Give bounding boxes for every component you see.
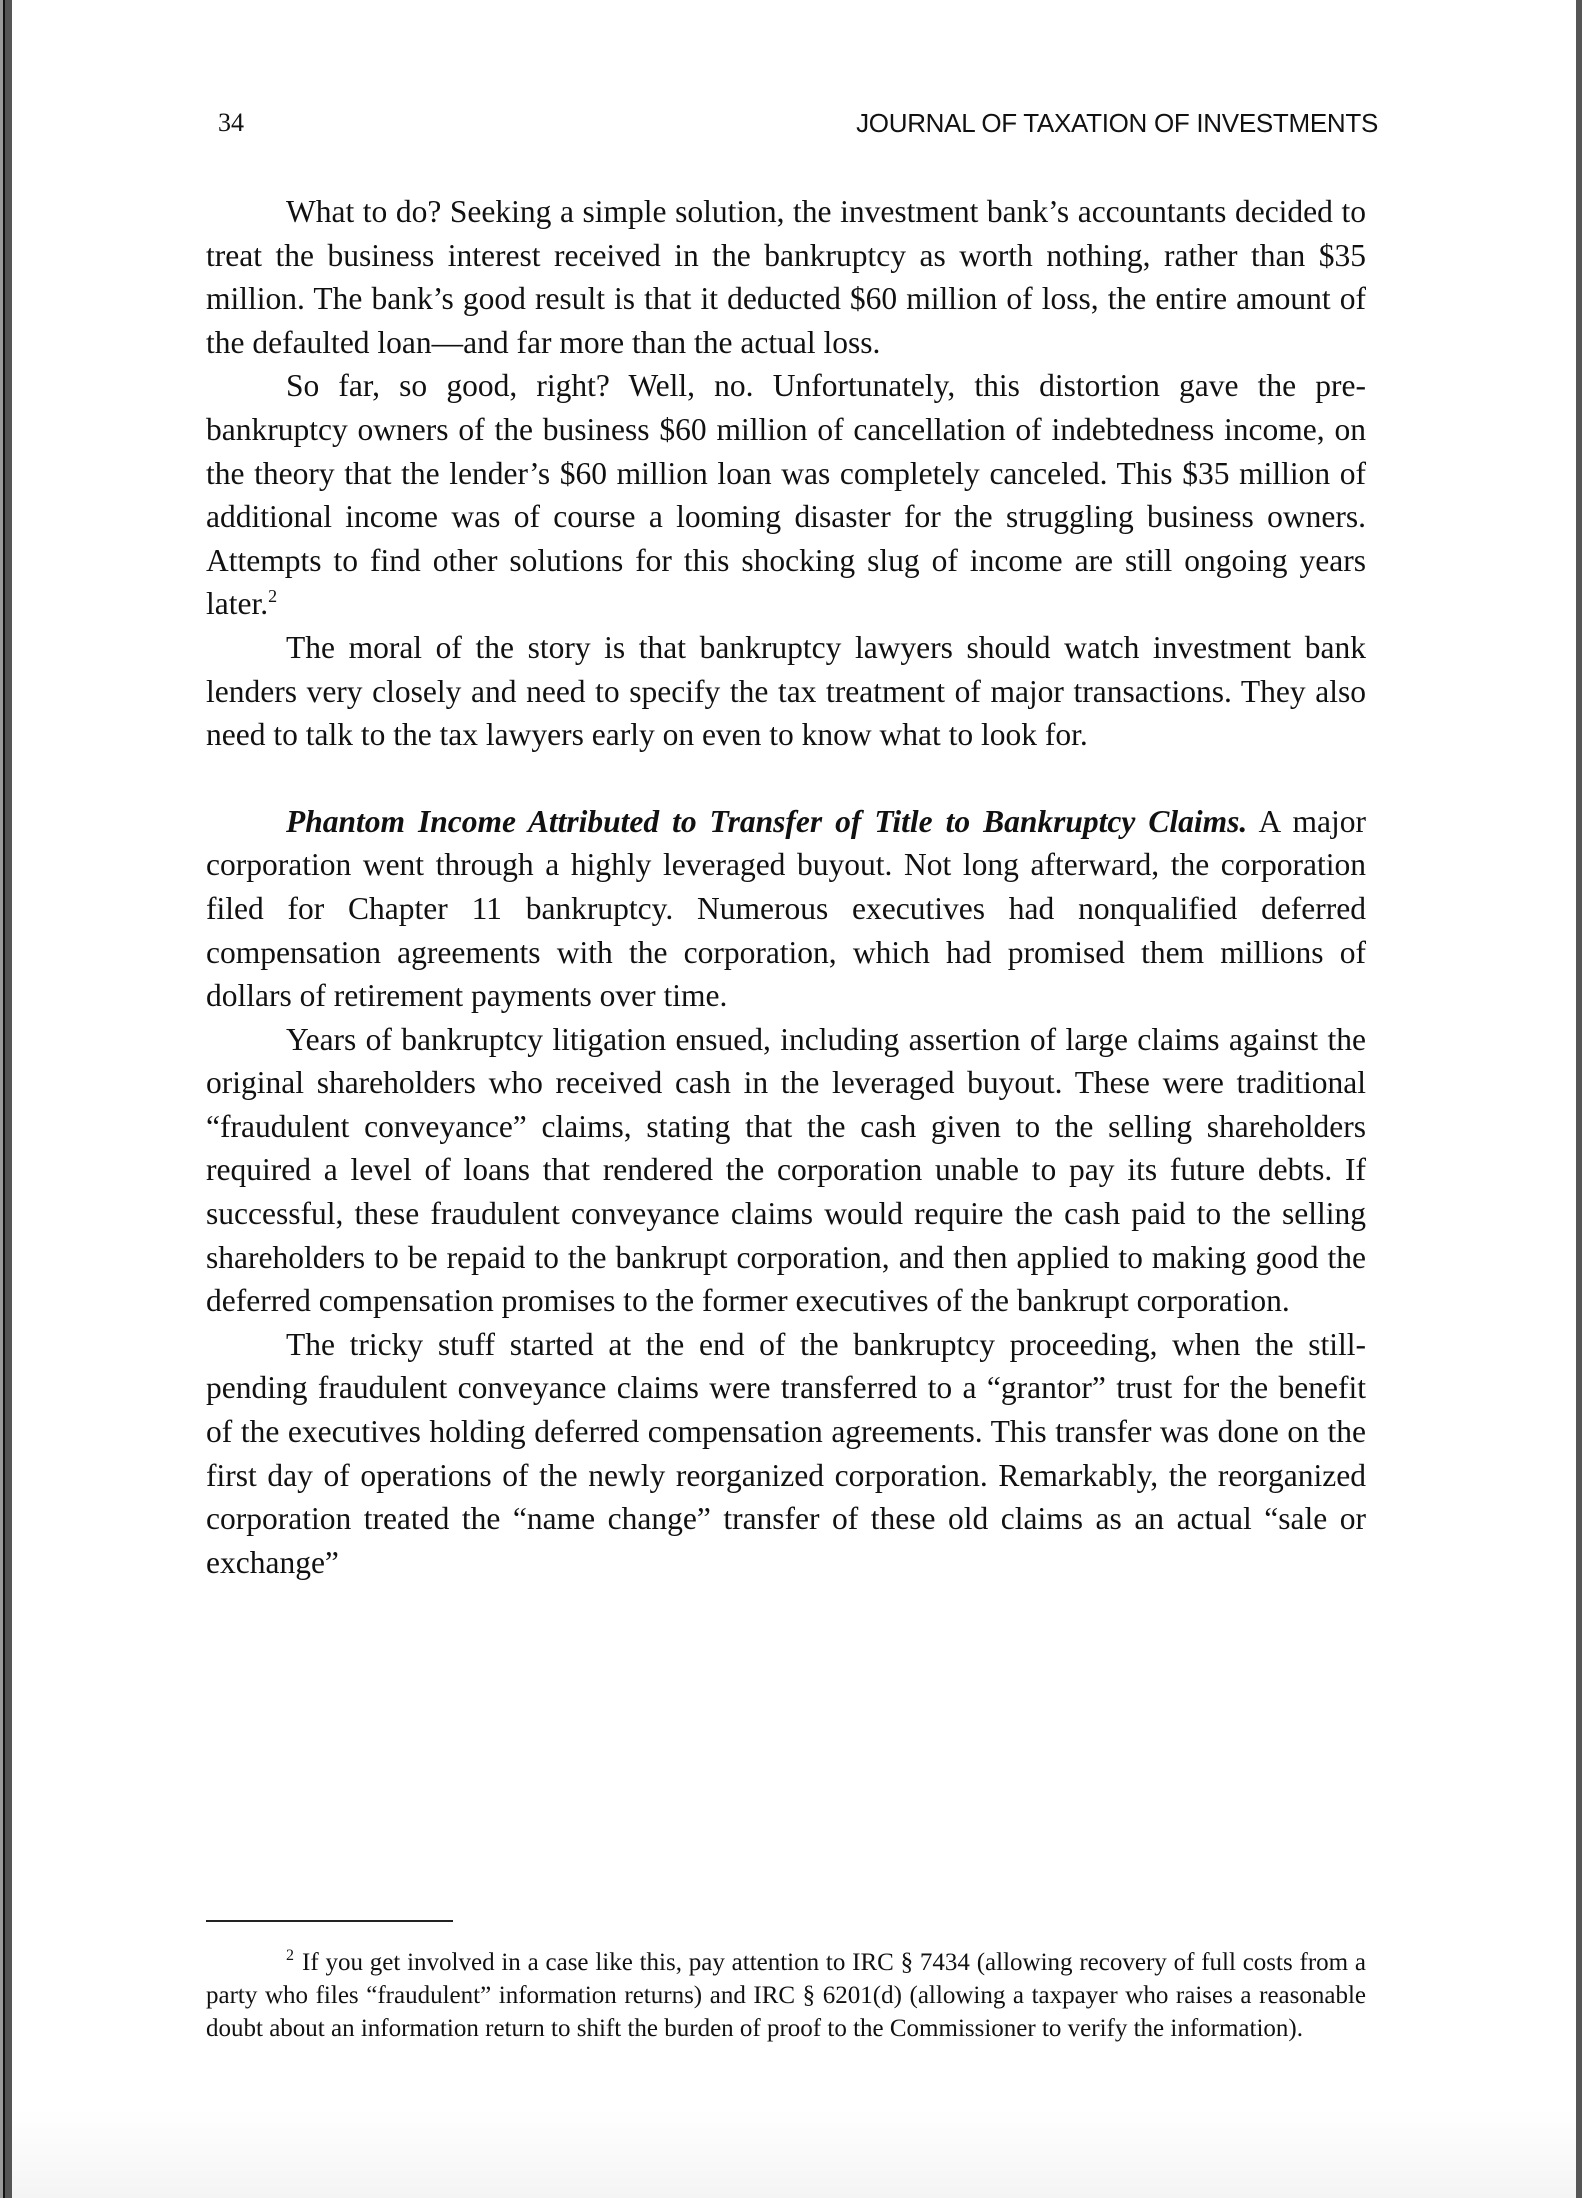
- footnote: [206, 1946, 1366, 2045]
- paragraph: [206, 1018, 1366, 1323]
- footnote-text: If you get involved in a case like this, pay attention to IRC § 7434 (allowing recovery of full costs from a party who files “fraudulent” information returns) and IRC § 6201(d) (allowing a taxpayer who raises a reasonable doubt about an information return to shift the burden of proof to the Commissioner to verify the information).: [206, 1949, 1366, 2042]
- paragraph-text: The moral of the story is that bankruptcy lawyers should watch investment bank lenders very closely and need to specify the tax treatment of major transactions. They also need to talk to the tax lawyers early on even to know what to look for.: [206, 629, 1366, 753]
- paragraph: [206, 364, 1366, 626]
- paragraph-text: Years of bankruptcy litigation ensued, including assertion of large claims against the original shareholders who received cash in the leveraged buyout. These were traditional “fraudulent conveyance” claims, stating that the cash given to the selling shareholders required a level of loans that rendered the corporation unable to pay its future debts. If successful, these fraudulent conveyance claims would require the cash paid to the selling shareholders to be repaid to the bankrupt corporation, and then applied to making good the deferred compensation promises to the former executives of the bankrupt corporation.: [206, 1021, 1366, 1319]
- footnote-reference[interactable]: 2: [268, 586, 278, 607]
- paragraph-text: What to do? Seeking a simple solution, the investment bank’s accountants decided to treat the business interest received in the bankruptcy as worth nothing, rather than $35 million. The bank’s good result is that it deducted $60 million of loss, the entire amount of the defaulted loan—and far more than the actual loss.: [206, 194, 1366, 360]
- page-number: 34: [218, 108, 244, 137]
- section-heading: Phantom Income Attributed to Transfer of Title to Bankruptcy Claims.: [286, 803, 1248, 839]
- paragraph-text: A major corporation went through a highly leveraged buyout. Not long afterward, the corporation filed for Chapter 11 bankruptcy. Numerous executives had nonqualified deferred compensation agreements with the corporation, which had promised them millions of dollars of retirement payments over time.: [206, 803, 1366, 1014]
- journal-title: JOURNAL OF TAXATION OF INVESTMENTS: [856, 108, 1378, 138]
- viewer-frame-left-line: [3, 0, 5, 2198]
- footnote-item: [206, 1946, 1366, 2045]
- footnote-separator: [206, 1920, 453, 1922]
- section-paragraph: [206, 800, 1366, 1018]
- paragraph: [206, 190, 1366, 364]
- paragraph-text: The tricky stuff started at the end of the bankruptcy proceeding, when the still-pending fraudulent conveyance claims were transferred to a “grantor” trust for the benefit of the executives holding deferred compensation agreements. This transfer was done on the first day of operations of the newly reorganized corporation. Remarkably, the reorganized corporation treated the “name change” transfer of these old claims as an actual “sale or exchange”: [206, 1326, 1366, 1580]
- paragraph-text: So far, so good, right? Well, no. Unfortunately, this distortion gave the pre-bankruptcy owners of the business $60 million of cancellation of indebtedness income, on the theory that the lender’s $60 million loan was completely canceled. This $35 million of additional income was of course a looming disaster for the struggling business owners. Attempts to find other solutions for this shocking slug of income are still ongoing years later.: [206, 368, 1366, 622]
- paragraph: [206, 1323, 1366, 1585]
- body-text: [206, 190, 1366, 1584]
- running-head: [218, 108, 1378, 140]
- footnote-number: 2: [286, 1947, 294, 1964]
- paragraph: [206, 626, 1366, 757]
